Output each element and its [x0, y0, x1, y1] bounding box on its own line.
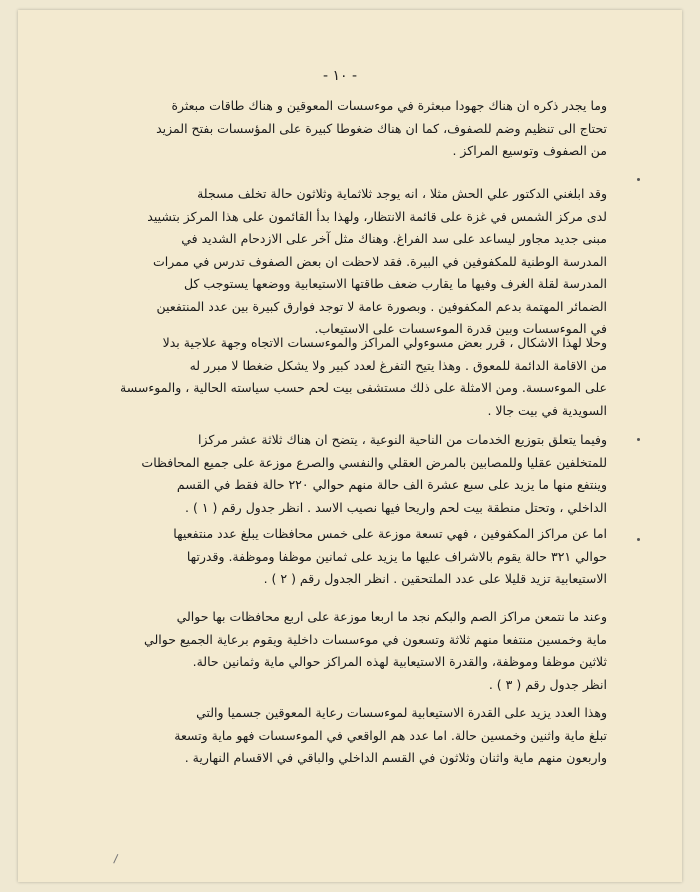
text-line: وفيما يتعلق بتوزيع الخدمات من الناحية النوعية ، يتضح ان هناك ثلاثة عشر مركزا — [198, 432, 607, 447]
text-line: الاستيعابية تزيد قليلا على عدد الملتحقين . انظر الجدول رقم ( ٢ ) . — [263, 571, 607, 586]
text-line: المدرسة لقلة الغرف وفيها ما يقارب ضعف طاقتها الاستيعابية ووضعها يستوجب كل — [183, 276, 607, 291]
text-line: للمتخلفين عقليا وللمصابين بالمرض العقلي والنفسي والصرع موزعة على جميع المحافظات — [141, 454, 607, 470]
text-line: وعند ما نتمعن مراكز الصم والبكم نجد ما اربعا موزعة على اربع محافظات بها حوالي — [176, 609, 607, 624]
text-line: الداخلي ، وتحتل منطقة بيت لحم واريحا فيها نصيب الاسد . انظر جدول رقم ( ١ ) . — [185, 499, 607, 515]
paragraph — [62, 95, 607, 163]
paragraph — [62, 429, 607, 519]
paragraph — [62, 183, 607, 341]
text-line: مبنى جديد مجاور ليساعد على سد الفراغ. وهناك مثل آخر على الازدحام الشديد في — [181, 231, 607, 246]
text-line: وحلا لهذا الاشكال ، قرر بعض مسوءولي المراكز والموءسسات الاتجاه وجهة علاجية بدلا — [162, 335, 607, 350]
text-line: تحتاج الى تنظيم وضم للصفوف، كما ان هناك ضغوطا كبيرة على المؤسسات بفتح المزيد — [156, 120, 607, 136]
text-line: وينتفع منها ما يزيد على سبع عشرة الف حالة منهم حوالي ٢٢٠ حالة فقط في القسم — [176, 477, 607, 492]
text-line: ثلاثين موظفا وموظفة، والقدرة الاستيعابية لهذه المراكز حوالي ماية وثمانين حالة. — [192, 654, 607, 669]
text-line: اما عن مراكز المكفوفين ، فهي تسعة موزعة على خمس محافظات يبلغ عدد منتفعيها — [173, 526, 607, 541]
text-line: ماية وخمسين منتفعا منهم ثلاثة وتسعون في موءسسات داخلية ويقوم برعاية الجميع حوالي — [144, 631, 607, 647]
page-number: - ١٠ - — [322, 68, 358, 84]
text-line: المدرسة الوطنية للمكفوفين في البيرة. فقد لاحظت ان بعض الصفوف تدرس في ممرات — [152, 253, 607, 269]
text-line: حوالي ٣٢١ حالة يقوم بالاشراف عليها ما يزيد على ثمانين موظفا وموظفة. وقدرتها — [186, 548, 607, 564]
margin-dot — [637, 538, 640, 541]
text-line: وقد ابلغني الدكتور علي الحش مثلا ، انه يوجد ثلاثماية وثلاثون حالة تخلف مسجلة — [197, 186, 607, 201]
text-line: السويدية في بيت جالا . — [487, 402, 607, 418]
text-line: انظر جدول رقم ( ٣ ) . — [488, 676, 607, 692]
margin-dot — [637, 178, 640, 181]
paragraph — [62, 702, 607, 770]
paragraph — [62, 523, 607, 591]
text-line: من الصفوف وتوسيع المراكز . — [452, 143, 607, 158]
text-line: في الموءسسات وبين قدرة الموءسسات على الاستيعاب. — [314, 321, 607, 336]
text-line: تبلغ ماية واثنين وخمسين حالة. اما عدد هم الواقعي في الموءسسات فهو ماية وتسعة — [174, 727, 607, 743]
text-line: لدى مركز الشمس في غزة على قائمة الانتظار، ولهذا بدأ القائمون على هذا المركز بتشييد — [147, 208, 607, 224]
text-line: الضمائر المهتمة بدعم المكفوفين . وبصورة عامة لا توجد فوارق كبيرة بين عدد المنتفعين — [156, 298, 607, 314]
text-line: وما يجدر ذكره ان هناك جهودا مبعثرة في موءسسات المعوقين و هناك طاقات مبعثرة — [171, 98, 607, 113]
text-line: من الاقامة الدائمة للمعوق . وهذا يتيح التفرغ لعدد كبير ولا يشكل ضغطا لا مبرر له — [189, 357, 607, 373]
paragraph — [62, 606, 607, 696]
text-line: واربعون منهم ماية واثنان وثلاثون في القسم الداخلي والباقي في الاقسام النهارية . — [184, 750, 607, 765]
text-line: وهذا العدد يزيد على القدرة الاستيعابية لموءسسات رعاية المعوقين جسميا والتي — [196, 705, 607, 720]
margin-dot — [637, 438, 640, 441]
text-line: على الموءسسة. ومن الامثلة على ذلك مستشفى بيت لحم حسب سياسته الحالية ، والموءسسة — [120, 380, 607, 395]
paragraph — [62, 332, 607, 422]
